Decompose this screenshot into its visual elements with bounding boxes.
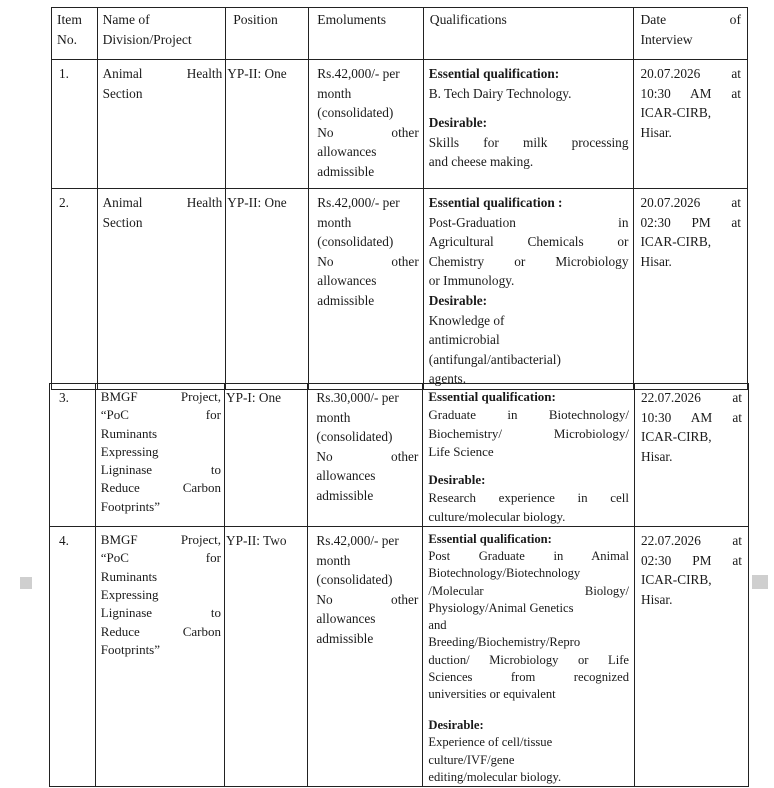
date-line: ICAR-CIRB, — [640, 105, 712, 121]
division-line: Ruminants — [100, 568, 158, 584]
header-division — [97, 8, 226, 60]
essential-line: and — [428, 618, 447, 633]
desirable-label: Desirable: — [428, 472, 486, 488]
table-row — [52, 189, 748, 390]
division-line: Expressing — [100, 586, 159, 602]
date-line: Hisar. — [640, 124, 672, 140]
desirable-line: and cheese making. — [428, 154, 534, 170]
date-line: Hisar. — [641, 448, 673, 464]
desirable-label: Desirable: — [428, 115, 488, 131]
date-line: Hisar. — [641, 591, 673, 607]
division-name — [95, 527, 224, 787]
table-row — [50, 384, 749, 527]
interview-date — [635, 527, 749, 787]
date-line: 20.07.2026 at — [640, 195, 741, 210]
emoluments — [308, 384, 423, 527]
emolument-line: No other — [317, 124, 419, 140]
emolument-line: admissible — [316, 487, 374, 503]
desirable-line: Knowledge of — [428, 312, 505, 328]
desirable-line: editing/molecular biology. — [428, 769, 562, 784]
header-text: No. — [57, 31, 78, 47]
essential-line: Chemistry or Microbiology — [428, 253, 629, 269]
header-item-no — [52, 8, 98, 60]
date-line: 10:30 AM at — [640, 85, 741, 101]
spacer — [429, 103, 629, 113]
essential-line: duction/ Microbiology or Life — [428, 652, 629, 667]
emolument-line: allowances — [316, 611, 376, 627]
essential-line: Physiology/Animal Genetics — [428, 600, 574, 615]
emoluments — [309, 60, 423, 189]
emolument-line: No other — [317, 253, 419, 269]
emolument-line: month — [316, 409, 351, 425]
emolument-line: admissible — [317, 292, 375, 308]
division-line: Footprints” — [100, 498, 161, 514]
date-line: 22.07.2026 at — [641, 533, 742, 549]
essential-line: Graduate in Biotechnology/ — [428, 407, 629, 423]
desirable-line: culture/molecular biology. — [428, 508, 566, 524]
header-text: Interview — [640, 31, 693, 47]
emolument-line: (consolidated) — [316, 572, 393, 588]
division-name — [97, 189, 226, 390]
desirable-line: (antifungal/antibacterial) — [428, 351, 561, 367]
division-line: Ruminants — [100, 425, 158, 441]
spacer — [428, 703, 629, 717]
division-line: Section — [102, 214, 143, 230]
emolument-line: month — [317, 85, 352, 101]
desirable-label: Desirable: — [428, 292, 488, 308]
date-line: ICAR-CIRB, — [641, 429, 712, 445]
header-text: Item — [57, 12, 82, 27]
division-line: Animal Health — [102, 195, 223, 210]
essential-line: Life Science — [428, 443, 494, 459]
interview-date — [635, 384, 749, 527]
position: YP-I: One — [224, 384, 307, 527]
date-line: Hisar. — [640, 253, 672, 269]
essential-label: Essential qualification: — [428, 389, 556, 404]
header-date — [634, 8, 748, 60]
item-number: 1. — [52, 60, 98, 189]
header-qualifications — [423, 8, 634, 60]
division-line: Section — [102, 85, 143, 101]
desirable-line: Research experience in cell — [428, 490, 629, 506]
date-line: 02:30 PM at — [641, 552, 742, 568]
emolument-line: admissible — [316, 631, 374, 647]
emolument-line: (consolidated) — [317, 234, 394, 250]
division-line: “PoC for — [100, 407, 221, 423]
emolument-line: Rs.42,000/- per — [317, 195, 400, 210]
desirable-line: culture/IVF/gene — [428, 752, 515, 767]
emolument-line: allowances — [317, 144, 377, 160]
table-row — [52, 60, 748, 189]
emolument-line: Rs.42,000/- per — [316, 533, 399, 549]
essential-label: Essential qualification: — [428, 66, 560, 81]
essential-line: Post Graduate in Animal — [428, 549, 629, 564]
position: YP-II: One — [226, 189, 309, 390]
division-name — [97, 60, 226, 189]
division-line: Reduce Carbon — [100, 480, 221, 496]
interview-date — [634, 60, 748, 189]
qualifications — [423, 527, 635, 787]
essential-line: Biochemistry/ Microbiology/ — [428, 425, 629, 441]
desirable-line: antimicrobial — [428, 332, 500, 348]
division-line: Ligninase to — [100, 605, 221, 621]
header-text: Name of — [102, 12, 150, 27]
essential-line: Sciences from recognized — [428, 669, 629, 684]
recruitment-table-upper — [51, 7, 748, 390]
desirable-line: Skills for milk processing — [428, 134, 629, 150]
date-line: 10:30 AM at — [641, 409, 742, 425]
date-line: 02:30 PM at — [640, 214, 741, 230]
essential-line: Agricultural Chemicals or — [428, 234, 629, 250]
spacer — [428, 461, 629, 471]
qualifications — [423, 384, 635, 527]
essential-line: B. Tech Dairy Technology. — [428, 85, 572, 101]
emolument-line: Rs.30,000/- per — [316, 390, 399, 405]
division-line: Expressing — [100, 443, 159, 459]
interview-date — [634, 189, 748, 390]
header-text: Position — [233, 12, 278, 27]
essential-line: or Immunology. — [428, 273, 515, 289]
emolument-line: allowances — [316, 468, 376, 484]
header-text: Emoluments — [317, 12, 387, 27]
item-number: 3. — [50, 384, 96, 527]
desirable-line: agents. — [428, 371, 467, 387]
qualifications — [423, 60, 634, 189]
header-text: Qualifications — [429, 12, 507, 27]
essential-label: Essential qualification: — [428, 532, 552, 547]
item-number: 2. — [52, 189, 98, 390]
date-line: ICAR-CIRB, — [641, 572, 712, 588]
emolument-line: (consolidated) — [316, 429, 393, 445]
emolument-line: No other — [316, 591, 419, 607]
emoluments — [309, 189, 423, 390]
scroll-left-handle[interactable] — [20, 577, 32, 589]
position: YP-II: One — [226, 60, 309, 189]
emolument-line: No other — [316, 448, 419, 464]
recruitment-table-lower — [49, 383, 749, 787]
header-row — [52, 8, 748, 60]
desirable-line: Experience of cell/tissue — [428, 735, 553, 750]
position: YP-II: Two — [224, 527, 307, 787]
date-line: 20.07.2026 at — [640, 66, 741, 81]
date-line: ICAR-CIRB, — [640, 234, 712, 250]
item-number: 4. — [50, 527, 96, 787]
qualifications — [423, 189, 634, 390]
division-line: Ligninase to — [100, 462, 221, 478]
division-name — [95, 384, 224, 527]
emolument-line: admissible — [317, 163, 375, 179]
essential-line: Biotechnology/Biotechnology — [428, 566, 581, 581]
header-text: of — [729, 12, 741, 27]
essential-line: Post-Graduation in — [428, 214, 629, 230]
table-row — [50, 527, 749, 787]
emolument-line: month — [317, 214, 352, 230]
emolument-line: Rs.42,000/- per — [317, 66, 400, 81]
essential-line: Breeding/Biochemistry/Repro — [428, 635, 581, 650]
division-line: BMGF Project, — [100, 532, 221, 548]
division-line: Animal Health — [102, 66, 223, 81]
emolument-line: month — [316, 552, 351, 568]
division-line: Reduce Carbon — [100, 623, 221, 639]
essential-line: universities or equivalent — [428, 686, 556, 701]
date-line: 22.07.2026 at — [641, 390, 742, 405]
header-text: Division/Project — [102, 31, 192, 47]
emoluments — [308, 527, 423, 787]
emolument-line: allowances — [317, 273, 377, 289]
emolument-line: (consolidated) — [317, 105, 394, 121]
essential-label: Essential qualification : — [428, 195, 563, 210]
essential-line: /Molecular Biology/ — [428, 583, 629, 598]
division-line: BMGF Project, — [100, 389, 221, 404]
scroll-right-handle[interactable] — [752, 575, 768, 589]
desirable-label: Desirable: — [428, 718, 484, 733]
division-line: Footprints” — [100, 641, 161, 657]
header-emoluments — [309, 8, 423, 60]
division-line: “PoC for — [100, 550, 221, 566]
header-position — [226, 8, 309, 60]
header-text: Date — [640, 12, 667, 27]
